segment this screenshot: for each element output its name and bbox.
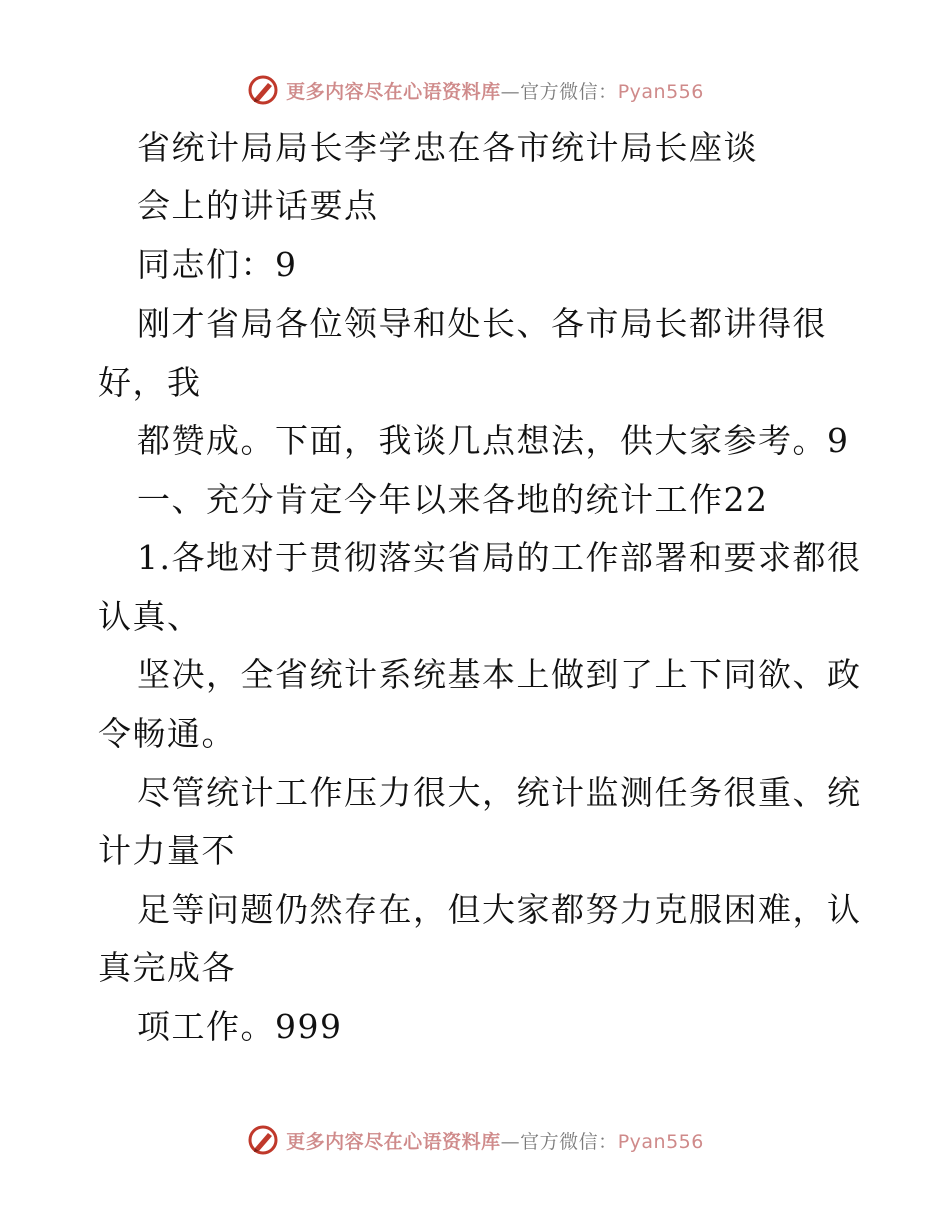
paragraph-line: 项工作。999 (137, 1007, 343, 1046)
section-heading: 一、充分肯定今年以来各地的统计工作22 (137, 480, 769, 519)
watermark-dash: — (500, 1130, 521, 1153)
watermark-library-name: 更多内容尽在心语资料库 (286, 80, 501, 103)
paragraph-line: 都赞成。下面，我谈几点想法，供大家参考。9 (137, 421, 850, 460)
paragraph-line: 1.各地对于贯彻落实省局的工作部署和要求都很 (137, 538, 862, 577)
paragraph-line: 坚决，全省统计系统基本上做到了上下同欲、政 (137, 655, 862, 694)
watermark-library-name: 更多内容尽在心语资料库 (286, 1130, 501, 1153)
paragraph-line: 尽管统计工作压力很大，统计监测任务很重、统 (137, 773, 862, 812)
watermark-wechat-label: 官方微信： (520, 1130, 618, 1153)
watermark-wechat-label: 官方微信： (520, 80, 618, 103)
pen-logo-icon (246, 1123, 280, 1157)
footer-watermark (0, 1120, 950, 1160)
paragraph-line: 认真、 (98, 597, 202, 636)
salutation: 同志们：9 (137, 245, 298, 284)
document-title-line-1: 省统计局局长李学忠在各市统计局长座谈 (137, 128, 758, 167)
watermark-wechat-id: Pyan556 (617, 80, 704, 103)
watermark-dash: — (500, 80, 521, 103)
paragraph-line: 刚才省局各位领导和处长、各市局长都讲得很 (137, 304, 827, 343)
paragraph-line: 令畅通。 (98, 714, 236, 753)
watermark-wechat-id: Pyan556 (617, 1130, 704, 1153)
paragraph-line: 好，我 (98, 363, 202, 402)
paragraph-line: 计力量不 (98, 831, 236, 870)
paragraph-line: 足等问题仍然存在，但大家都努力克服困难，认 (137, 890, 862, 929)
document-title-line-2: 会上的讲话要点 (137, 186, 379, 225)
paragraph-line: 真完成各 (98, 948, 236, 987)
